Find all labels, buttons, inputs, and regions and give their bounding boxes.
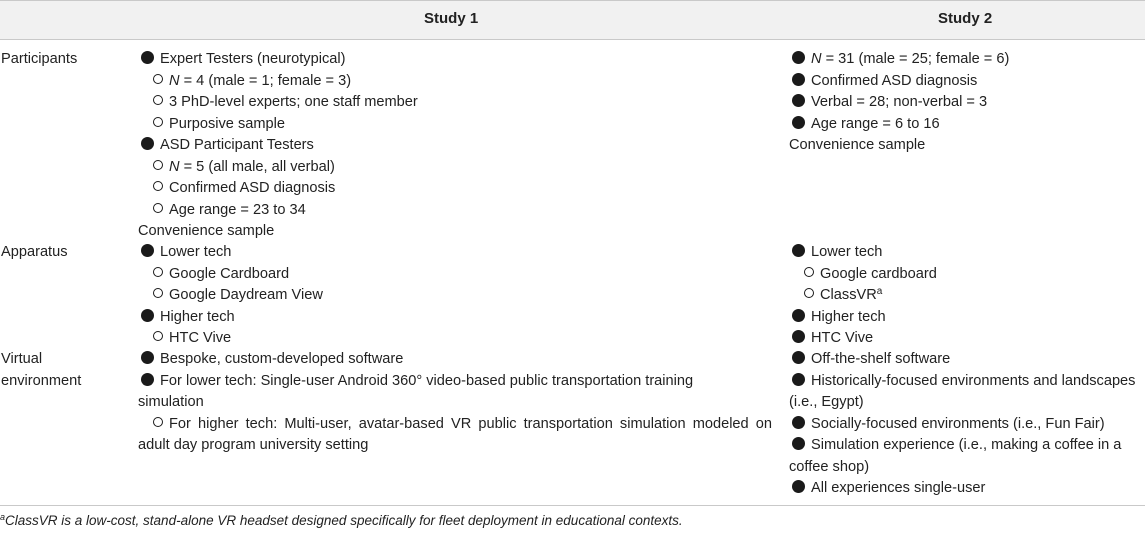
list-item: For higher tech: Multi-user, avatar-based VR public transportation simulation modeled on adult day program university setting xyxy=(138,415,772,453)
list-item: N = 31 (male = 25; female = 6) xyxy=(789,49,1141,71)
row-label-participants: Participants xyxy=(1,51,78,67)
list-item-continuation: coffee shop) xyxy=(789,458,870,475)
sample-note: Convenience sample xyxy=(138,223,275,239)
list-item: Simulation experience (i.e., making a coffee in a xyxy=(789,435,1141,457)
list-item: Google cardboard xyxy=(789,264,1141,286)
list-item: Higher tech xyxy=(789,307,1141,329)
list-item: Age range = 6 to 16 xyxy=(789,114,1141,136)
list-item: Google Cardboard xyxy=(138,264,778,286)
hollow-bullet-icon xyxy=(153,267,163,277)
row-label-apparatus: Apparatus xyxy=(1,244,68,260)
list-item: Confirmed ASD diagnosis xyxy=(138,178,778,200)
list-item: All experiences single-user xyxy=(789,478,1141,500)
hollow-bullet-icon xyxy=(153,160,163,170)
hollow-bullet-icon xyxy=(153,74,163,84)
list-item: For lower tech: Single-user Android 360° video-based public transportation training xyxy=(138,371,772,393)
filled-bullet-icon xyxy=(792,351,805,364)
row-label-virtual-environment: Virtual environment xyxy=(1,351,82,389)
list-item: Confirmed ASD diagnosis xyxy=(789,71,1141,93)
filled-bullet-icon xyxy=(792,73,805,86)
hollow-bullet-icon xyxy=(153,181,163,191)
list-item: Historically-focused environments and landscapes xyxy=(789,371,1141,393)
list-item: Verbal = 28; non-verbal = 3 xyxy=(789,92,1141,114)
apparatus-study1-cell xyxy=(138,242,778,350)
filled-bullet-icon xyxy=(792,94,805,107)
list-item: 3 PhD-level experts; one staff member xyxy=(138,92,778,114)
list-item: N = 4 (male = 1; female = 3) xyxy=(138,71,778,93)
header-study-2: Study 2 xyxy=(938,10,993,27)
list-item: ClassVR$^a$ xyxy=(789,285,1141,307)
list-item: Lower tech xyxy=(789,242,1141,264)
filled-bullet-icon xyxy=(792,437,805,450)
participants-study1-cell xyxy=(138,49,778,243)
list-item: Socially-focused environments (i.e., Fun Fair) xyxy=(789,414,1141,436)
filled-bullet-icon xyxy=(792,416,805,429)
filled-bullet-icon xyxy=(141,309,154,322)
filled-bullet-icon xyxy=(141,244,154,257)
apparatus-study2-cell xyxy=(789,242,1141,350)
list-item: HTC Vive xyxy=(138,328,778,350)
hollow-bullet-icon xyxy=(153,417,163,427)
list-item: HTC Vive xyxy=(789,328,1141,350)
filled-bullet-icon xyxy=(141,51,154,64)
hollow-bullet-icon xyxy=(153,331,163,341)
filled-bullet-icon xyxy=(141,351,154,364)
hollow-bullet-icon xyxy=(153,95,163,105)
header-row xyxy=(0,1,1145,39)
list-item-continuation: (i.e., Egypt) xyxy=(789,394,864,410)
participants-study2-cell xyxy=(789,49,1141,157)
filled-bullet-icon xyxy=(792,309,805,322)
list-item: ASD Participant Testers xyxy=(138,135,778,157)
hollow-bullet-icon xyxy=(804,288,814,298)
hollow-bullet-icon xyxy=(153,203,163,213)
header-rule xyxy=(0,39,1145,40)
footnote-mark: a xyxy=(0,512,6,522)
list-item: Lower tech xyxy=(138,242,778,264)
list-item: N = 5 (all male, all verbal) xyxy=(138,157,778,179)
list-item: Expert Testers (neurotypical) xyxy=(138,49,778,71)
filled-bullet-icon xyxy=(792,244,805,257)
filled-bullet-icon xyxy=(141,373,154,386)
filled-bullet-icon xyxy=(792,480,805,493)
list-item: Google Daydream View xyxy=(138,285,778,307)
list-item: Higher tech xyxy=(138,307,778,329)
sample-note: Convenience sample xyxy=(789,137,926,153)
list-item: Bespoke, custom-developed software xyxy=(138,349,772,371)
filled-bullet-icon xyxy=(792,330,805,343)
hollow-bullet-icon xyxy=(153,288,163,298)
filled-bullet-icon xyxy=(792,116,805,129)
hollow-bullet-icon xyxy=(804,267,814,277)
hollow-bullet-icon xyxy=(153,117,163,127)
list-item: Purposive sample xyxy=(138,114,778,136)
filled-bullet-icon xyxy=(792,51,805,64)
header-study-1: Study 1 xyxy=(424,10,479,27)
table-footnote: $^a$ClassVR is a low-cost, stand-alone VR headset designed specifically for fleet deployment in educational contexts. xyxy=(0,512,683,528)
list-item-continuation: simulation xyxy=(138,394,204,410)
bottom-rule xyxy=(0,505,1145,506)
filled-bullet-icon xyxy=(792,373,805,386)
virtual-env-study2-cell xyxy=(789,349,1141,500)
list-item: Off-the-shelf software xyxy=(789,349,1141,371)
footnote-mark: a xyxy=(876,286,883,297)
list-item: Age range = 23 to 34 xyxy=(138,200,778,222)
virtual-env-study1-cell xyxy=(138,349,772,457)
filled-bullet-icon xyxy=(141,137,154,150)
